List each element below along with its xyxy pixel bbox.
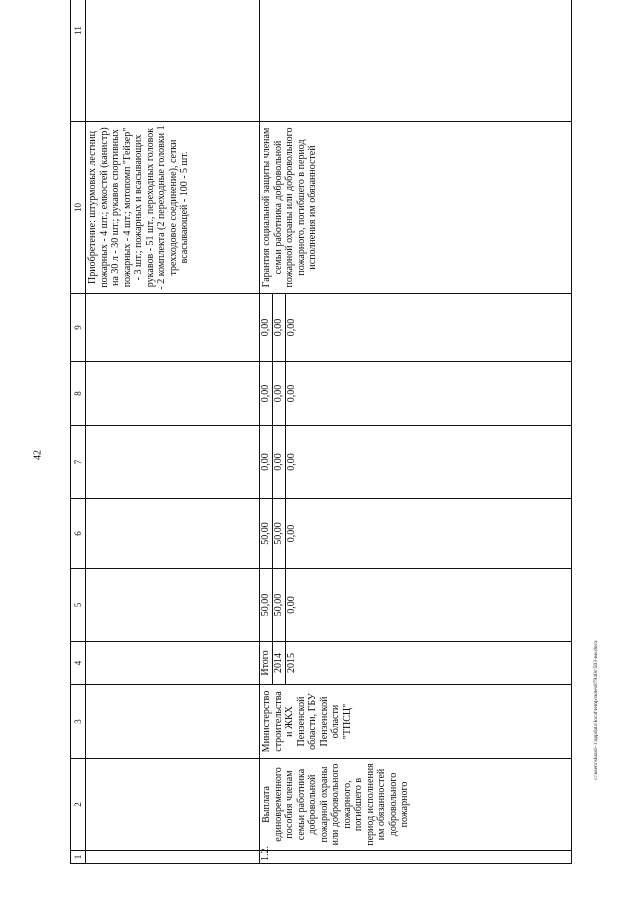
col-header-9: 9: [71, 294, 86, 362]
col6-2014: 50,00: [273, 499, 286, 568]
col8-total: 0,00: [260, 362, 273, 425]
col7-2015: 0,00: [286, 453, 297, 471]
footer-file-path: c:\users\sluzol~1\appdata\local\temp\notes87940c\503-ии.docx: [593, 640, 599, 780]
col5-total: 50,00: [260, 569, 273, 641]
row2-col7: [260, 426, 572, 499]
col-header-4: 4: [71, 642, 86, 685]
year-2014: 2014: [273, 642, 286, 684]
row2-goal: Гарантия социальной защиты членам семьи работника добровольной пожарной охраны или добровольного пожарного, погибшего в период исполнения им обязанностей: [260, 122, 572, 294]
year-2015: 2015: [286, 653, 297, 673]
table-row-1-1-continued: [86, 0, 260, 864]
col-header-8: 8: [71, 362, 86, 426]
col7-2014: 0,00: [273, 426, 286, 498]
col-header-11: 11: [71, 0, 86, 122]
col8-2014: 0,00: [273, 362, 286, 425]
col9-total: 0,00: [260, 294, 273, 361]
year-total: Итого: [260, 642, 273, 684]
row1-description: Приобретение: штурмовых лестниц пожарных - 4 шт.; емкостей (канистр) на 30 л - 30 шт.; рукавов спортивных пожарных - 4 шт.; мотопомп "Гейзер" - 3 шт.; пожарных и всасывающих рукавов - 51 шт., переходных головок - 2 комплекта (2 переходные головки 1 трехходовое соединение), сетки всасывающей - 100 - 5 шт.: [86, 122, 260, 294]
column-number-row: [71, 0, 86, 864]
col6-total: 50,00: [260, 499, 273, 568]
page-number: 42: [32, 450, 44, 460]
col-header-3: 3: [71, 685, 86, 759]
col5-2014: 50,00: [273, 569, 286, 641]
row2-col5: [260, 569, 572, 642]
col6-2015: 0,00: [286, 524, 297, 543]
col7-total: 0,00: [260, 426, 273, 498]
row2-executor: Министерство строительства и ЖКХ Пензенской области, ГБУ Пензенской области "ТПСЦ": [260, 685, 572, 759]
col9-2015: 0,00: [286, 318, 297, 337]
row2-years: [260, 642, 572, 685]
col-header-2: 2: [71, 759, 86, 851]
row2-col6: [260, 499, 572, 569]
col-header-10: 10: [71, 122, 86, 294]
rotated-table-page: [70, 26, 570, 864]
row2-title: Выплата единовременного пособия членам семьи работника добровольной пожарной охраны или добровольного пожарного, погибшего в период исполнения им обязанностей добровольного пожарного: [260, 759, 572, 851]
row2-col9: [260, 294, 572, 362]
col-header-1: 1: [71, 851, 86, 864]
col9-2014: 0,00: [273, 294, 286, 361]
col-header-6: 6: [71, 499, 86, 569]
row2-col8: [260, 362, 572, 426]
col-header-7: 7: [71, 426, 86, 499]
row2-number: 1.2.: [260, 851, 572, 864]
col-header-5: 5: [71, 569, 86, 642]
program-table: [70, 0, 572, 864]
col8-2015: 0,00: [286, 384, 297, 403]
table-row-1-2: [260, 0, 572, 864]
col5-2015: 0,00: [286, 596, 297, 614]
